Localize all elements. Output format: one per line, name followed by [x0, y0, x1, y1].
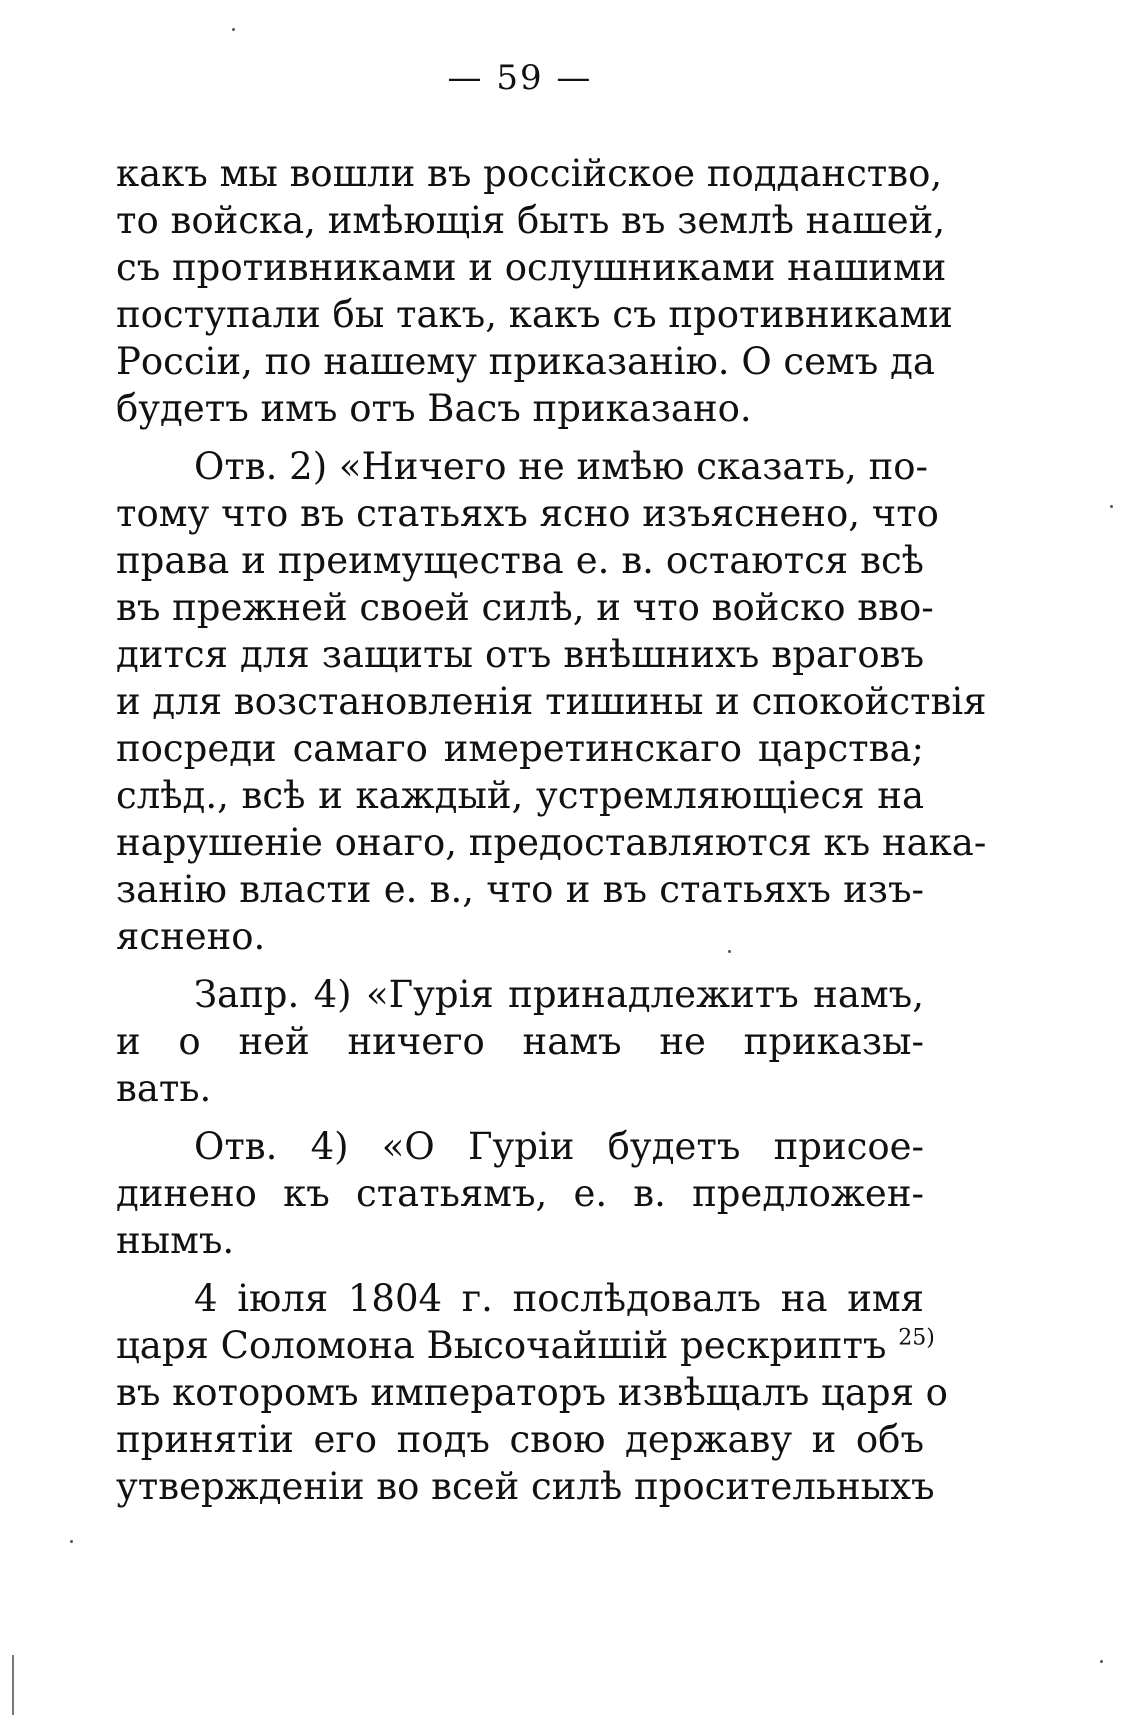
text-line-content: царя Соломона Высочайшій рескриптъ	[116, 1324, 887, 1367]
text-line: Запр. 4) «Гурія принадлежитъ намъ,	[194, 973, 924, 1016]
text-line: дится для защиты отъ внѣшнихъ враговъ	[116, 633, 924, 676]
page-number: — 59 —	[447, 58, 593, 98]
footnote-reference: 25)	[898, 1325, 935, 1351]
text-line: утвержденіи во всей силѣ просительныхъ	[116, 1465, 935, 1508]
text-line: слѣд., всѣ и каждый, устремляющіеся на	[116, 774, 924, 817]
text-line: поступали бы такъ, какъ съ противниками	[116, 293, 953, 336]
text-line: будетъ имъ отъ Васъ приказано.	[116, 387, 752, 430]
scan-speck	[232, 28, 235, 31]
text-line: тому что въ статьяхъ ясно изъяснено, что	[116, 492, 939, 535]
scan-speck	[728, 950, 731, 953]
body-text	[116, 150, 987, 1510]
text-line: яснено.	[116, 915, 266, 958]
scan-speck	[1110, 505, 1113, 508]
text-line: нымъ.	[116, 1219, 235, 1262]
text-line: въ прежней своей силѣ, и что войско вво-	[116, 586, 934, 629]
scan-speck	[1100, 1660, 1103, 1663]
text-line: 4 іюля 1804 г. послѣдовалъ на имя	[194, 1277, 924, 1320]
text-line: съ противниками и ослушниками нашими	[116, 246, 947, 289]
text-line: посреди самаго имеретинскаго царства;	[116, 727, 924, 770]
text-line: и о ней ничего намъ не приказы-	[116, 1020, 924, 1063]
text-line: Отв. 4) «О Гуріи будетъ присое-	[194, 1125, 924, 1168]
text-line: принятіи его подъ свою державу и объ	[116, 1418, 924, 1461]
text-line: Отв. 2) «Ничего не имѣю сказать, по-	[194, 445, 929, 488]
text-line: Россіи, по нашему приказанію. О семъ да	[116, 340, 935, 383]
text-line: то войска, имѣющія быть въ землѣ нашей,	[116, 199, 946, 242]
text-line: нарушеніе онаго, предоставляются къ нака-	[116, 821, 987, 864]
text-line: динено къ статьямъ, е. в. предложен-	[116, 1172, 924, 1215]
text-line	[116, 1322, 935, 1369]
text-line: занію власти е. в., что и въ статьяхъ изъ-	[116, 868, 924, 911]
text-line: какъ мы вошли въ россійское подданство,	[116, 152, 943, 195]
scan-speck	[70, 1540, 73, 1543]
scan-edge-mark	[12, 1655, 14, 1715]
text-line: и для возстановленія тишины и спокойствія	[116, 680, 987, 723]
text-line: вать.	[116, 1067, 212, 1110]
text-line: права и преимущества е. в. остаются всѣ	[116, 539, 924, 582]
text-line: въ которомъ императоръ извѣщалъ царя о	[116, 1371, 948, 1414]
